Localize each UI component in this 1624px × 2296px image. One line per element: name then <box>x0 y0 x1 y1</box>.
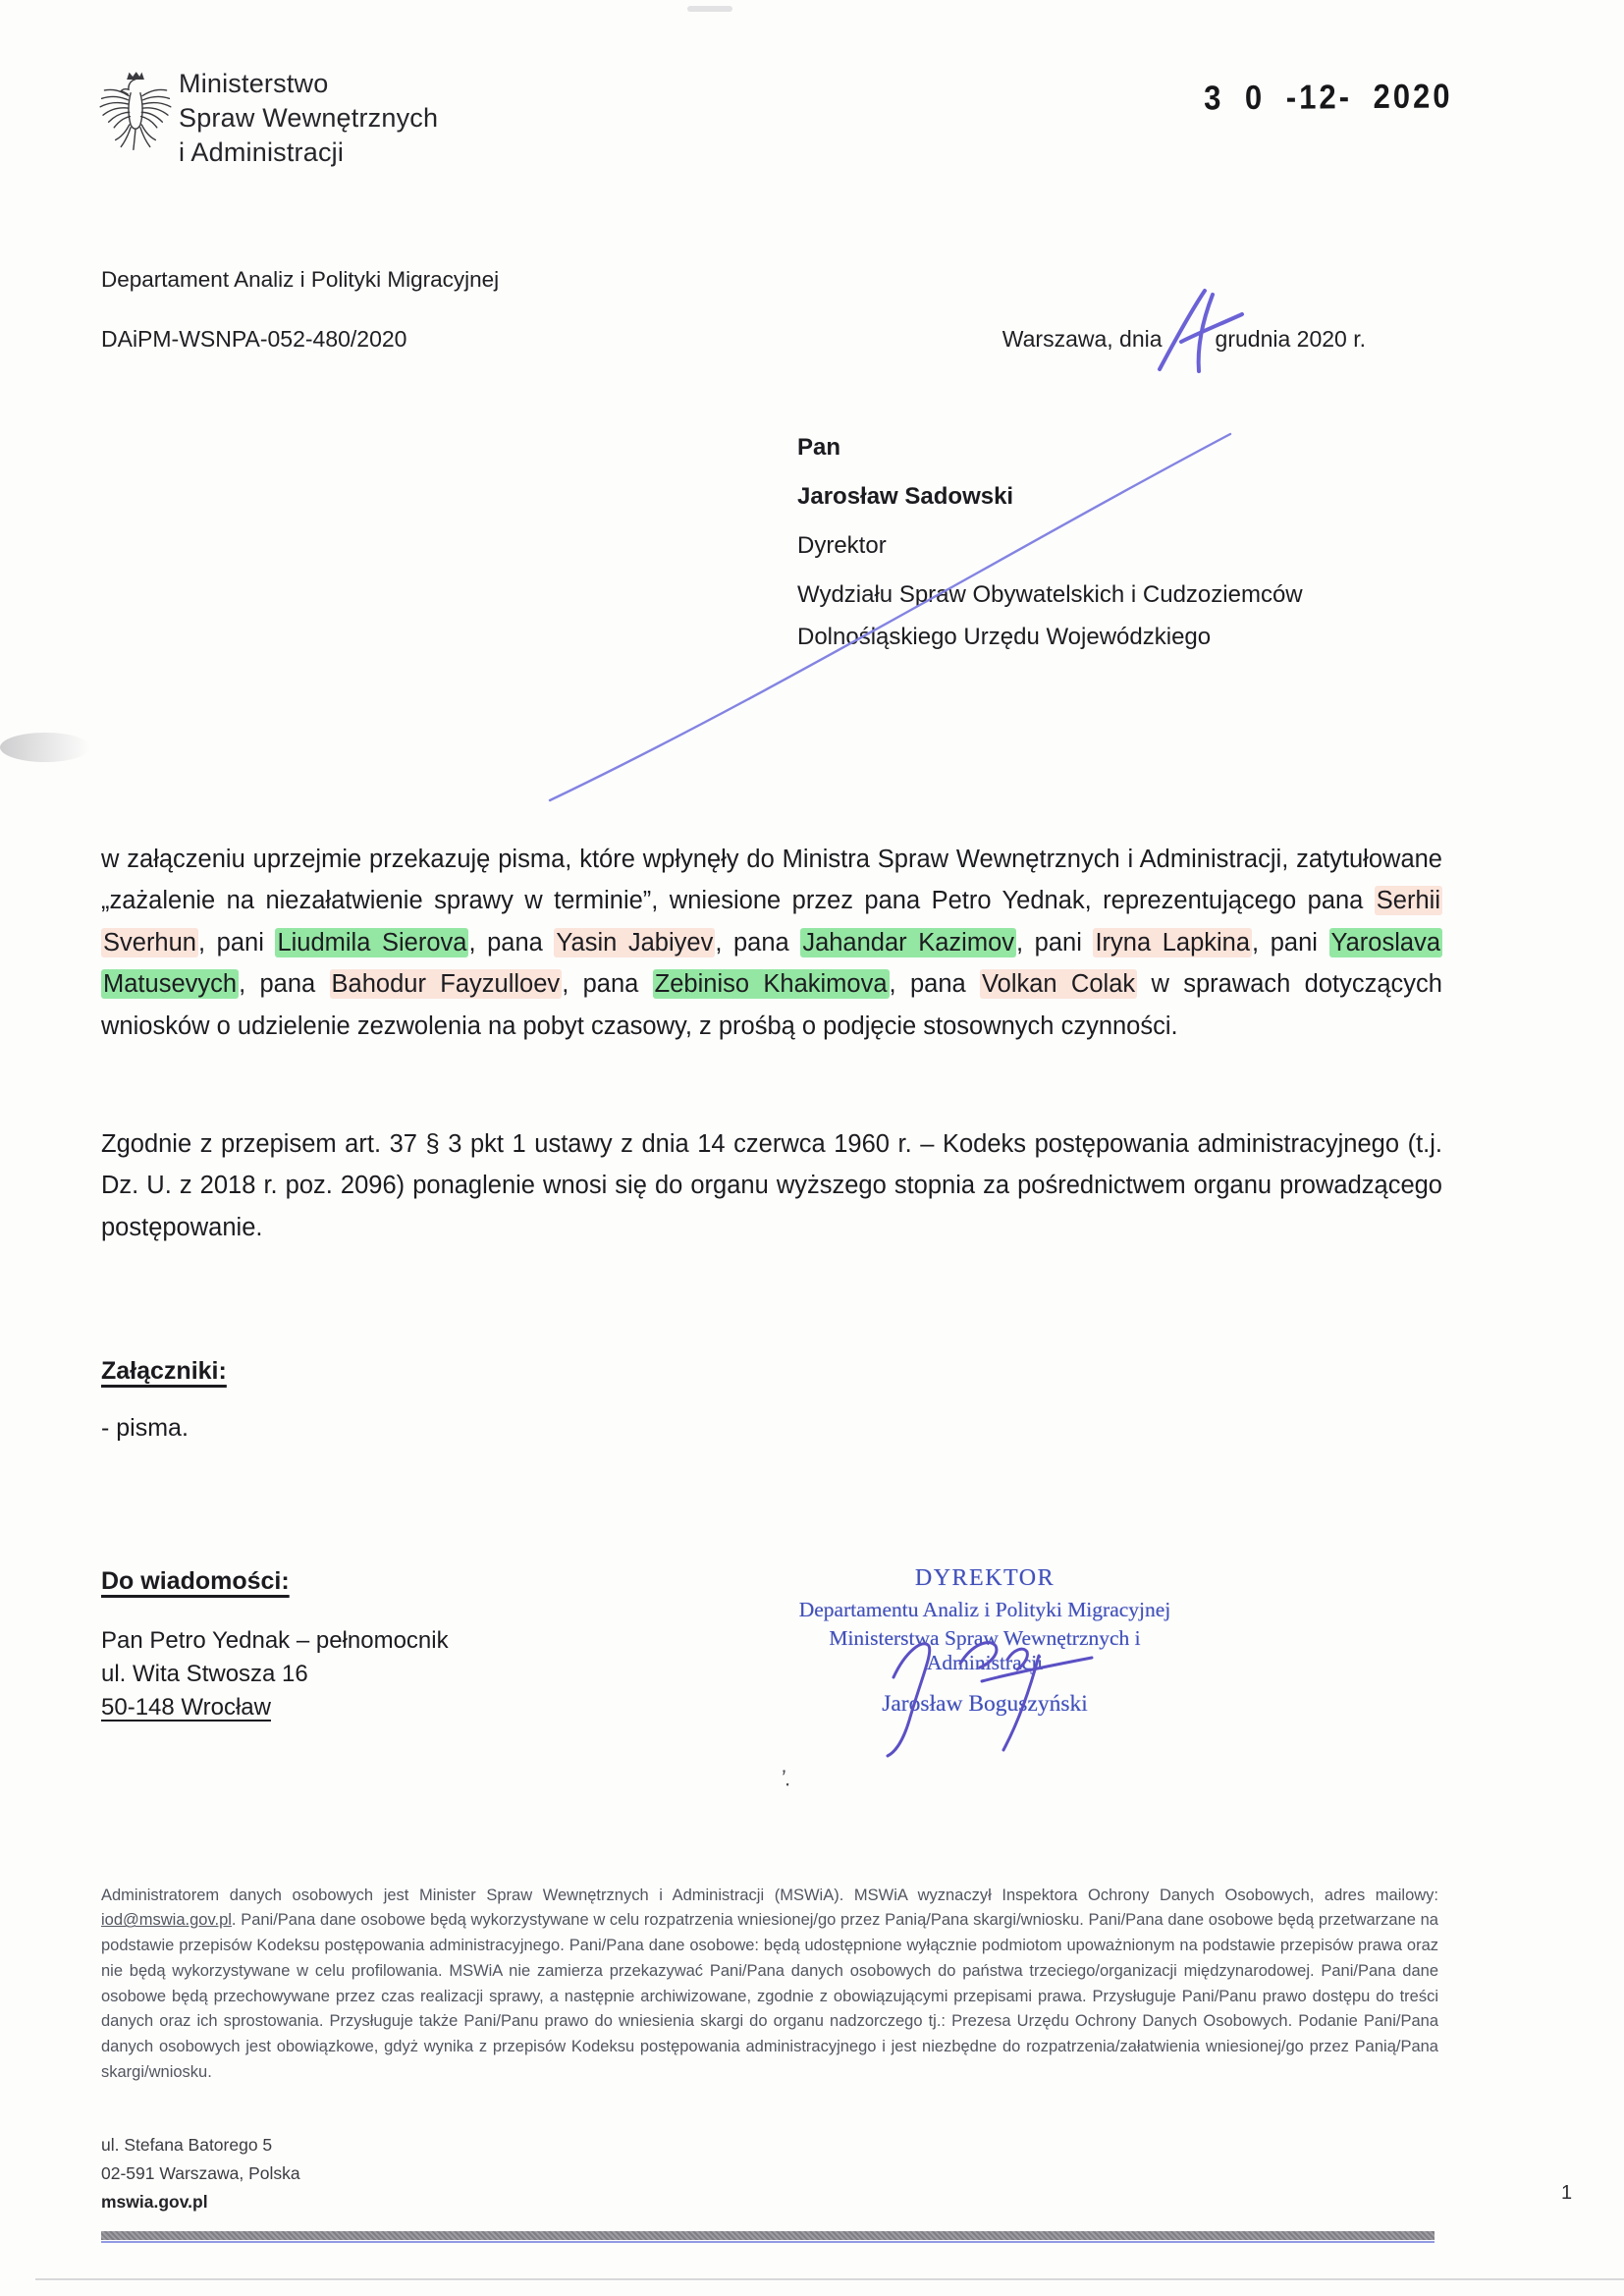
ministry-name-line: Spraw Wewnętrznych <box>179 103 439 133</box>
polish-eagle-emblem <box>96 67 175 169</box>
scan-edge-smudge <box>0 733 90 762</box>
text-segment: . Pani/Pana dane osobowe będą wykorzystywane w celu rozpatrzenia wniesionej/go przez Panią/Pana skargi/wniosku. Pani/Pana dane osobowe będą przetwarzane na podstawie przepisów Kodeksu postępowania administracyjnego. Pani/Pana dane osobowe: będą udostępnione wyłącznie podmiotom upoważnionym na podstawie przepisów prawa oraz nie będą wykorzystywane w celu profilowania. MSWiA nie zamierza przekazywać Pani/Pana danych osobowych do państwa trzeciego/organizacji międzynarodowej. Pani/Pana dane osobowe będą przechowywane przez czas realizacji sprawy, a następnie archiwizowane, zgodnie z obowiązującymi przepisami prawa. Przysługuje Pani/Panu prawo dostępu do treści danych oraz ich sprostowania. Przysługuje także Pani/Panu prawo do wniesienia skargi do organu nadzorczego tj.: Prezesa Urzędu Ochrony Danych Osobowych. Podanie Pani/Pana danych osobowych jest obowiązkowe, gdyż wynika z przepisów Kodeksu postępowania administracyjnego i jest niezbędne do rozpatrzenia/załatwienia wniesionej/go przez Panią/Pana skargi/wniosku. <box>101 1911 1438 2082</box>
highlighted-name: Serhii Sverhun <box>103 887 1440 957</box>
cc-block <box>101 1624 449 1724</box>
text-segment: , pana <box>562 970 653 998</box>
cc-city: 50-148 Wrocław <box>101 1694 271 1721</box>
text-segment: w sprawach dotyczących wniosków o udzielenie zezwolenia na pobyt czasowy, z prośbą o podjęcie stosownych czynności. <box>101 970 1442 1040</box>
scan-speck <box>687 6 732 12</box>
stamp-department: Departamentu Analiz i Polityki Migracyjnej <box>798 1598 1171 1621</box>
text-segment: Administratorem danych osobowych jest Minister Spraw Wewnętrznych i Administracji (MSWiA). MSWiA wyznaczył Inspektora Ochrony Danych Osobowych, adres mailowy: <box>101 1886 1438 1904</box>
text-segment: , pana <box>239 970 330 998</box>
ministry-name-line: i Administracji <box>179 137 345 167</box>
highlighted-name: Iryna Lapkina <box>1095 928 1251 957</box>
highlighted-name: Liudmila Sierova <box>277 928 467 957</box>
addressee-office: Dolnośląskiego Urzędu Wojewódzkiego <box>797 624 1212 650</box>
addressee-unit: Wydziału Spraw Obywatelskich i Cudzoziemców <box>797 581 1303 608</box>
ministry-name-line: Ministerstwo <box>179 69 329 98</box>
director-stamp <box>774 1565 1196 1718</box>
text-segment: , pani <box>1016 928 1094 957</box>
received-date-stamp: 3 0 -12- 2020 <box>1204 77 1453 118</box>
text-segment: w załączeniu uprzejmie przekazuję pisma, które wpłynęły do Ministra Spraw Wewnętrznych i Administracji, zatytułowane „zażalenie na niezałatwienie sprawy w terminie”, wniesione przez pana Petro Yednak, reprezentującego pana <box>101 845 1442 914</box>
ministry-name <box>179 67 438 170</box>
body-paragraph-2: Zgodnie z przepisem art. 37 § 3 pkt 1 ustawy z dnia 14 czerwca 1960 r. – Kodeks postępowania administracyjnego (t.j. Dz. U. z 2018 r. poz. 2096) ponaglenie wnosi się do organu wyższego stopnia za pośrednictwem organu prowadzącego postępowanie. <box>101 1129 1442 1241</box>
stamp-title: DYREKTOR <box>914 1565 1056 1591</box>
footer-city: 02-591 Warszawa, Polska <box>101 2163 300 2183</box>
stamp-signer-name: Jarosław Boguszyński <box>882 1691 1088 1717</box>
reference-row <box>101 326 1366 353</box>
highlighted-name: Jahandar Kazimov <box>802 928 1014 957</box>
stray-pen-mark: ’. <box>779 1765 793 1791</box>
highlighted-name: Bahodur Fayzulloev <box>331 970 561 998</box>
cc-person: Pan Petro Yednak – pełnomocnik <box>101 1627 449 1654</box>
footer-street: ul. Stefana Batorego 5 <box>101 2135 273 2155</box>
stamp-ministry: Ministerstwa Spraw Wewnętrznych i Administracji <box>829 1626 1141 1674</box>
text-segment: , pana <box>715 928 801 957</box>
text-segment: , pana <box>468 928 555 957</box>
footer-divider-blue-line <box>101 2241 1435 2243</box>
highlighted-name: Zebiniso Khakimova <box>654 970 888 998</box>
cc-street: ul. Wita Stwosza 16 <box>101 1661 308 1687</box>
footer-website: mswia.gov.pl <box>101 2192 208 2212</box>
privacy-note <box>101 1884 1438 2086</box>
highlighted-name: Volkan Colak <box>982 970 1136 998</box>
reference-number: DAiPM-WSNPA-052-480/2020 <box>101 326 407 352</box>
page-number: 1 <box>1561 2182 1573 2204</box>
addressee-title: Dyrektor <box>797 532 887 559</box>
addressee-name: Jarosław Sadowski <box>797 483 1014 510</box>
attachment-item: - pisma. <box>101 1414 189 1442</box>
attachments-heading: Załączniki: <box>101 1357 227 1385</box>
department-name: Departament Analiz i Polityki Migracyjnej <box>101 267 500 292</box>
addressee-block <box>797 434 1303 673</box>
place-date-prefix: Warszawa, dnia <box>1001 326 1163 352</box>
text-segment: , pani <box>1252 928 1329 957</box>
place-and-date <box>1002 326 1366 353</box>
text-segment: , pani <box>197 928 276 957</box>
footer-divider-bar <box>101 2231 1435 2240</box>
body-paragraph-1 <box>101 839 1442 1048</box>
footer-address-block <box>101 2131 300 2216</box>
cc-heading: Do wiadomości: <box>101 1567 290 1595</box>
scan-edge-line <box>35 2278 1624 2280</box>
highlighted-name: Yaroslava Matusevych <box>103 928 1441 998</box>
addressee-salutation: Pan <box>797 434 841 461</box>
highlighted-name: Yasin Jabiyev <box>556 928 714 957</box>
text-segment: , pana <box>889 970 981 998</box>
place-date-suffix: grudnia 2020 r. <box>1215 326 1366 352</box>
text-segment: iod@mswia.gov.pl <box>101 1911 232 1930</box>
